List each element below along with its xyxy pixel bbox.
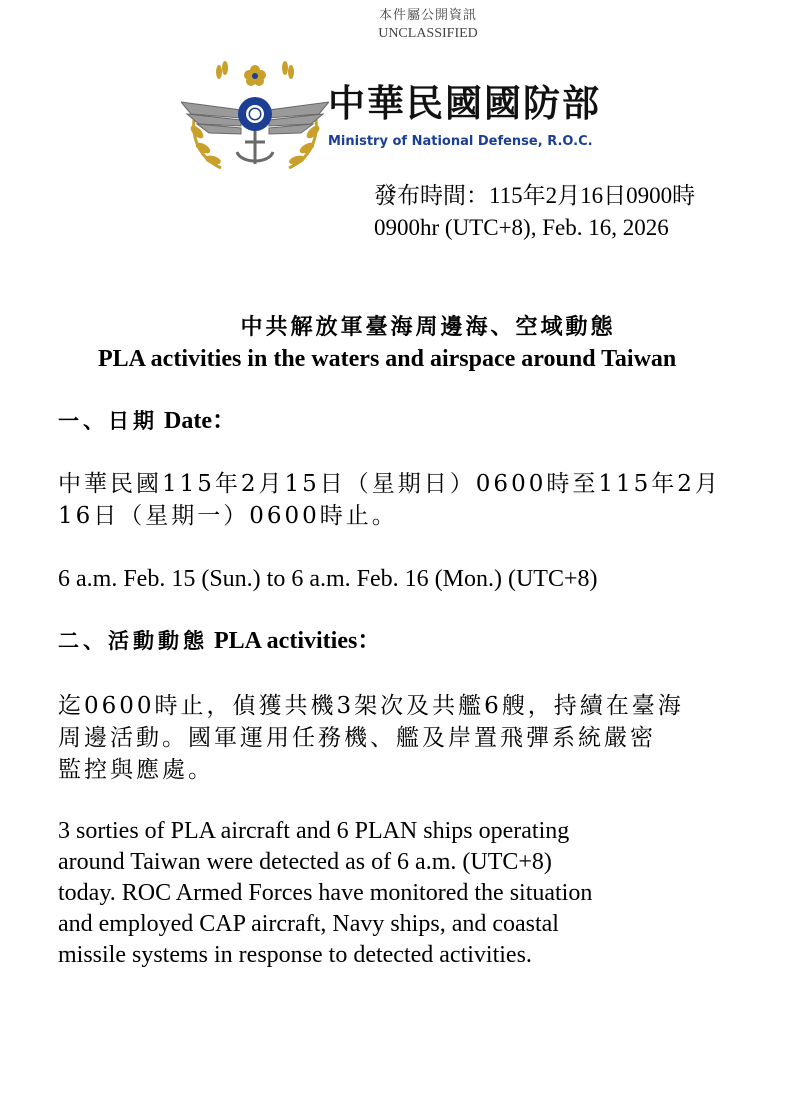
organization-name-en: Ministry of National Defense, R.O.C. — [328, 134, 593, 149]
paragraph-line: 周邊活動。國軍運用任務機、艦及岸置飛彈系統嚴密 — [58, 725, 656, 751]
paragraph-line: 迄0600時止，偵獲共機3架次及共艦6艘，持續在臺海 — [58, 693, 684, 719]
paragraph-line: and employed CAP aircraft, Navy ships, and coastal — [58, 911, 559, 937]
release-time-en: 0900hr (UTC+8), Feb. 16, 2026 — [374, 215, 669, 240]
document-title-en: PLA activities in the waters and airspace around Taiwan — [98, 346, 677, 372]
section-heading-activities — [58, 626, 381, 656]
paragraph-line: around Taiwan were detected as of 6 a.m. (UTC+8) — [58, 849, 552, 875]
date-paragraph-zh — [58, 468, 748, 532]
classification-label-en: UNCLASSIFIED — [378, 26, 478, 41]
paragraph-line: 16日（星期一）0600時止。 — [58, 503, 398, 529]
paragraph-line: missile systems in response to detected activities. — [58, 942, 532, 968]
paragraph-line: 6 a.m. Feb. 15 (Sun.) to 6 a.m. Feb. 16 (Mon.) (UTC+8) — [58, 566, 598, 592]
activities-paragraph-en — [58, 816, 758, 971]
organization-name-zh: 中華民國國防部 — [328, 82, 601, 125]
paragraph-line: 3 sorties of PLA aircraft and 6 PLAN ships operating — [58, 818, 570, 844]
section-heading-zh: 一、日期 — [58, 408, 158, 433]
release-time-zh: 發布時間：115年2月16日0900時 — [374, 183, 696, 208]
paragraph-line: 監控與應處。 — [58, 757, 214, 783]
classification-label-zh: 本件屬公開資訊 — [378, 8, 477, 23]
section-heading-en: Date： — [164, 408, 236, 434]
section-heading-date — [58, 406, 236, 436]
section-heading-zh: 二、活動動態 — [58, 628, 208, 653]
mnd-emblem-icon — [181, 60, 329, 176]
activities-paragraph-zh — [58, 690, 748, 786]
date-paragraph-en — [58, 564, 758, 595]
document-title-zh: 中共解放軍臺海周邊海、空域動態 — [240, 314, 616, 340]
section-heading-en: PLA activities： — [214, 628, 382, 654]
paragraph-line: 中華民國115年2月15日（星期日）0600時至115年2月 — [58, 471, 721, 497]
paragraph-line: today. ROC Armed Forces have monitored the situation — [58, 880, 593, 906]
